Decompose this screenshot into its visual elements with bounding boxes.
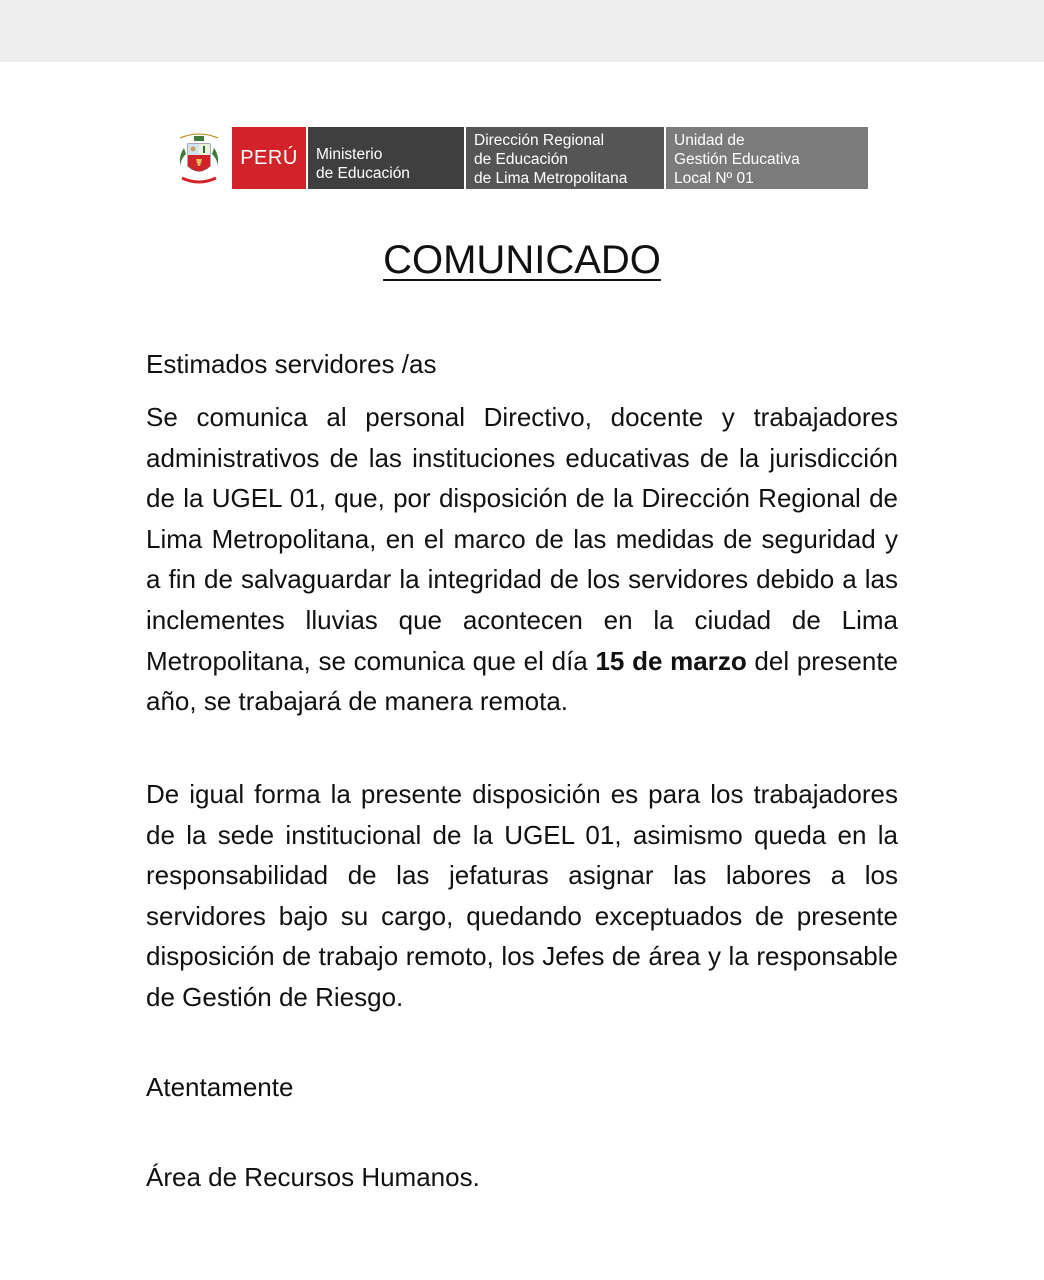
paragraph-1-date: 15 de marzo — [595, 645, 747, 676]
regional-line-1: Dirección Regional — [474, 131, 605, 149]
regional-direction-block — [466, 127, 664, 189]
top-strip — [0, 0, 1044, 62]
signature: Área de Recursos Humanos. — [146, 1162, 480, 1192]
paragraph-1-text-b: del presente año, se trabajará de manera remota. — [146, 645, 898, 717]
ministry-block — [308, 127, 464, 189]
institutional-header — [172, 127, 868, 189]
ministry-line-1: Ministerio — [316, 146, 383, 163]
ugel-line-3: Local Nº 01 — [674, 169, 754, 187]
paragraph-1 — [146, 397, 898, 722]
peru-label: PERÚ — [232, 127, 306, 189]
paragraph-2: De igual forma la presente disposición es para los trabajadores de la sede institucional de la UGEL 01, asimismo queda en la responsabilidad de las jefaturas asignar las labores a los servidores bajo su cargo, quedando exceptuados de presente disposición de trabajo remoto, los Jefes de área y la responsable de Gestión de Riesgo. — [146, 779, 898, 1012]
greeting: Estimados servidores /as — [146, 349, 437, 379]
closing: Atentamente — [146, 1072, 294, 1102]
paragraph-1-text-a: Se comunica al personal Directivo, docente y trabajadores administrativos de las instituciones educativas de la jurisdicción de la UGEL 01, que, por disposición de la Dirección Regional de Lima Metropolitana, en el marco de las medidas de seguridad y a fin de salvaguardar la integridad de los servidores debido a las inclementes lluvias que acontecen en la ciudad de Lima Metropolitana, se comunica que el día — [146, 402, 898, 676]
document-title-text: COMUNICADO — [383, 238, 661, 282]
ugel-line-2: Gestión Educativa — [674, 150, 800, 168]
ugel-line-1: Unidad de — [674, 131, 745, 149]
ugel-block — [666, 127, 868, 189]
document-title — [0, 236, 1044, 284]
regional-line-3: de Lima Metropolitana — [474, 169, 628, 187]
peru-coat-of-arms-icon — [172, 127, 226, 189]
regional-line-2: de Educación — [474, 150, 568, 168]
ministry-line-2: de Educación — [316, 165, 410, 182]
